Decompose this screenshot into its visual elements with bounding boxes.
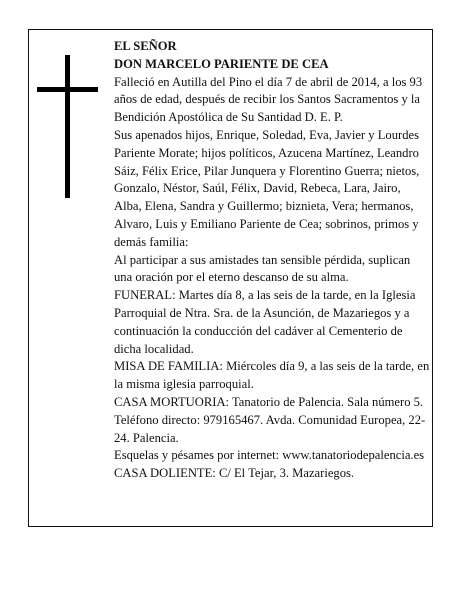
death-paragraph: Falleció en Autilla del Pino el día 7 de abril de 2014, a los 93 años de edad, después de recibir los Santos Sacramentos y la Bendición Apostólica de Su Santidad D. E. P. — [114, 74, 423, 125]
family-mass-paragraph: MISA DE FAMILIA: Miércoles día 9, a las seis de la tarde, en la misma iglesia parroquial. — [114, 359, 430, 392]
cross-horizontal-bar — [37, 87, 98, 92]
family-paragraph: Sus apenados hijos, Enrique, Soledad, Eva, Javier y Lourdes Pariente Morate; hijos políticos, Azucena Martínez, Leandro Sáiz, Félix Erice, Pilar Junquera y Florentino Guerra; nietos, Gonzalo, Néstor, Saúl, Félix, David, Rebeca, Lara, Jairo, Alba, Elena, Sandra y Guillermo; biznieta, Vera; hermanos, Alvaro, Luis y Emiliano Pariente de Cea; sobrinos, primos y demás familia: — [114, 127, 420, 249]
funeral-paragraph: FUNERAL: Martes día 8, a las seis de la tarde, en la Iglesia Parroquial de Ntra. Sra. de la Asunción, de Mazariegos y a continuación la conducción del cadáver al Cementerio de dicha localidad. — [114, 288, 416, 356]
title-line-1: EL SEÑOR — [114, 39, 177, 53]
mourning-home-paragraph: CASA DOLIENTE: C/ El Tejar, 3. Mazariegos. — [114, 466, 355, 481]
mortuary-paragraph: CASA MORTUORIA: Tanatorio de Palencia. Sala número 5. Teléfono directo: 979165467. Avda. Comunidad Europea, 22-24. Palencia. — [114, 394, 426, 445]
deceased-name: DON MARCELO PARIENTE DE CEA — [114, 56, 329, 71]
cross-vertical-bar — [65, 55, 70, 198]
obituary-text — [114, 38, 430, 483]
internet-paragraph: Esquelas y pésames por internet: www.tanatoriodepalencia.es — [114, 448, 425, 463]
request-paragraph: Al participar a sus amistades tan sensible pérdida, suplican una oración por el eterno descanso de su alma. — [114, 252, 411, 285]
